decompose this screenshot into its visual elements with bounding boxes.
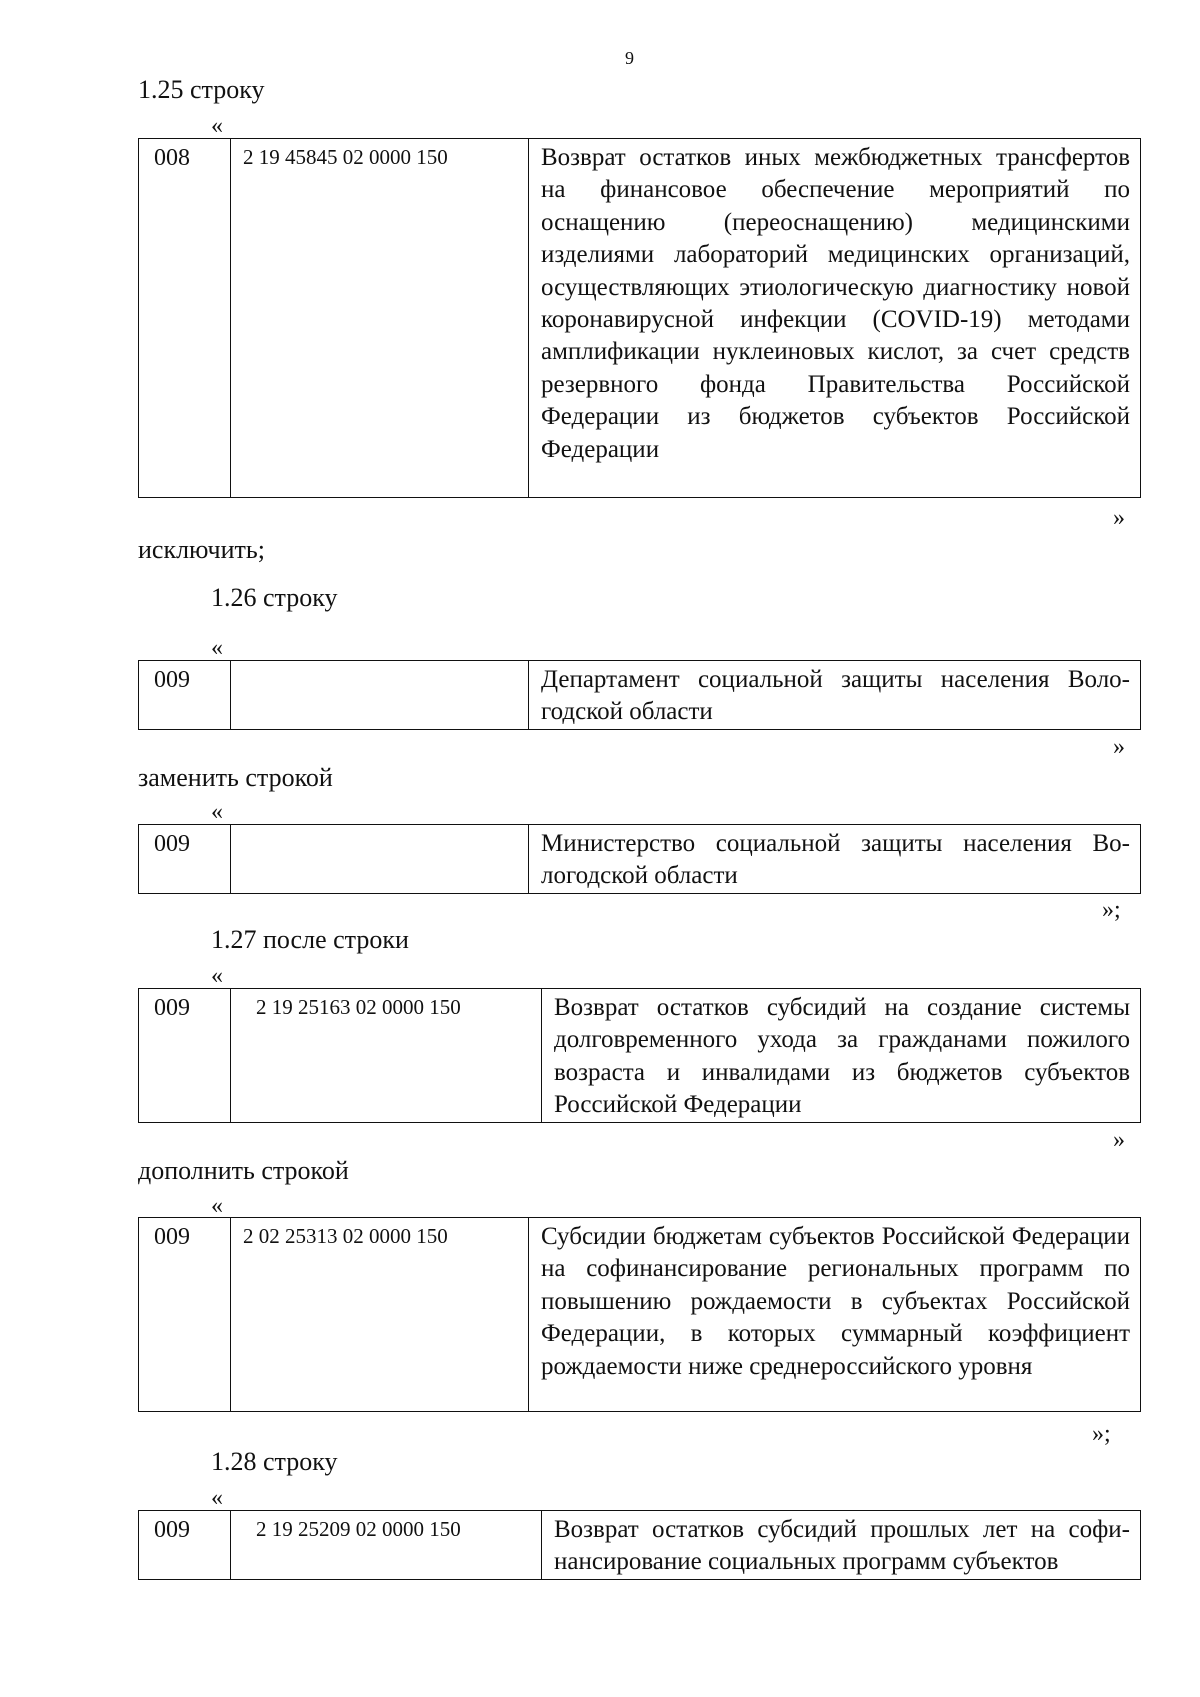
- cell-name: Возврат остатков субсидий прошлых лет на софинансирование социальных программ субъектов: [542, 1511, 1141, 1580]
- table-row-009-ministry: [138, 824, 1141, 894]
- cell-kbk: 2 19 25163 02 0000 150: [231, 989, 542, 1123]
- table-row-009-department: [138, 660, 1141, 730]
- cell-kbk: [231, 825, 529, 894]
- page-number: 9: [625, 48, 634, 68]
- cell-admin-code: 009: [139, 989, 231, 1123]
- table-row-008-45845: [138, 138, 1141, 498]
- open-quote: «: [211, 635, 223, 661]
- close-quote: »;: [1102, 897, 1121, 923]
- cell-kbk: [231, 661, 529, 730]
- cell-kbk: 2 19 25209 02 0000 150: [231, 1511, 542, 1580]
- table-row-009-25209: [138, 1510, 1141, 1580]
- table-row-009-25163: [138, 988, 1141, 1123]
- cell-admin-code: 009: [139, 825, 231, 894]
- open-quote: «: [211, 113, 223, 139]
- close-quote: »;: [1092, 1421, 1111, 1447]
- close-quote: »: [1113, 734, 1125, 760]
- cell-kbk: 2 19 45845 02 0000 150: [231, 139, 529, 498]
- open-quote: «: [211, 1193, 223, 1219]
- open-quote: «: [211, 799, 223, 825]
- cell-name: Субсидии бюджетам субъектов Российской Федерации на софинансирование региональных программ по повышению рождаемости в субъектах Российской Федерации, в которых суммарный коэффициент рождаемости ниже среднероссийского уровня: [529, 1218, 1141, 1412]
- action-add: дополнить строкой: [138, 1156, 349, 1185]
- cell-kbk: 2 02 25313 02 0000 150: [231, 1218, 529, 1412]
- open-quote: «: [211, 1485, 223, 1511]
- table-row-009-25313: [138, 1217, 1141, 1412]
- cell-admin-code: 009: [139, 1511, 231, 1580]
- cell-admin-code: 009: [139, 661, 231, 730]
- clause-1-28-heading: 1.28 строку: [211, 1447, 338, 1476]
- clause-1-26-heading: 1.26 строку: [211, 583, 338, 612]
- cell-name: Департамент социальной защиты населения Вологодской области: [529, 661, 1141, 730]
- close-quote: »: [1113, 1127, 1125, 1153]
- cell-admin-code: 008: [139, 139, 231, 498]
- cell-name: Возврат остатков иных межбюджетных трансфертов на финансовое обеспечение мероприятий по оснащению (переоснащению) медицинскими изделиями лабораторий медицинских организаций, осуществляющих этиологическую диагностику новой коронавирусной инфекции (COVID-19) методами амплификации нуклеиновых кислот, за счет средств резервного фонда Правительства Российской Федерации из бюджетов субъектов Российской Федерации: [529, 139, 1141, 498]
- clause-1-25-heading: 1.25 строку: [138, 75, 265, 104]
- close-quote: »: [1113, 505, 1125, 531]
- clause-1-27-heading: 1.27 после строки: [211, 925, 409, 954]
- cell-name: Министерство социальной защиты населения Вологодской области: [529, 825, 1141, 894]
- cell-name: Возврат остатков субсидий на создание системы долговременного ухода за гражданами пожилого возраста и инвалидами из бюджетов субъектов Российской Федерации: [542, 989, 1141, 1123]
- cell-admin-code: 009: [139, 1218, 231, 1412]
- action-replace: заменить строкой: [138, 763, 333, 792]
- open-quote: «: [211, 963, 223, 989]
- action-exclude: исключить;: [138, 535, 265, 564]
